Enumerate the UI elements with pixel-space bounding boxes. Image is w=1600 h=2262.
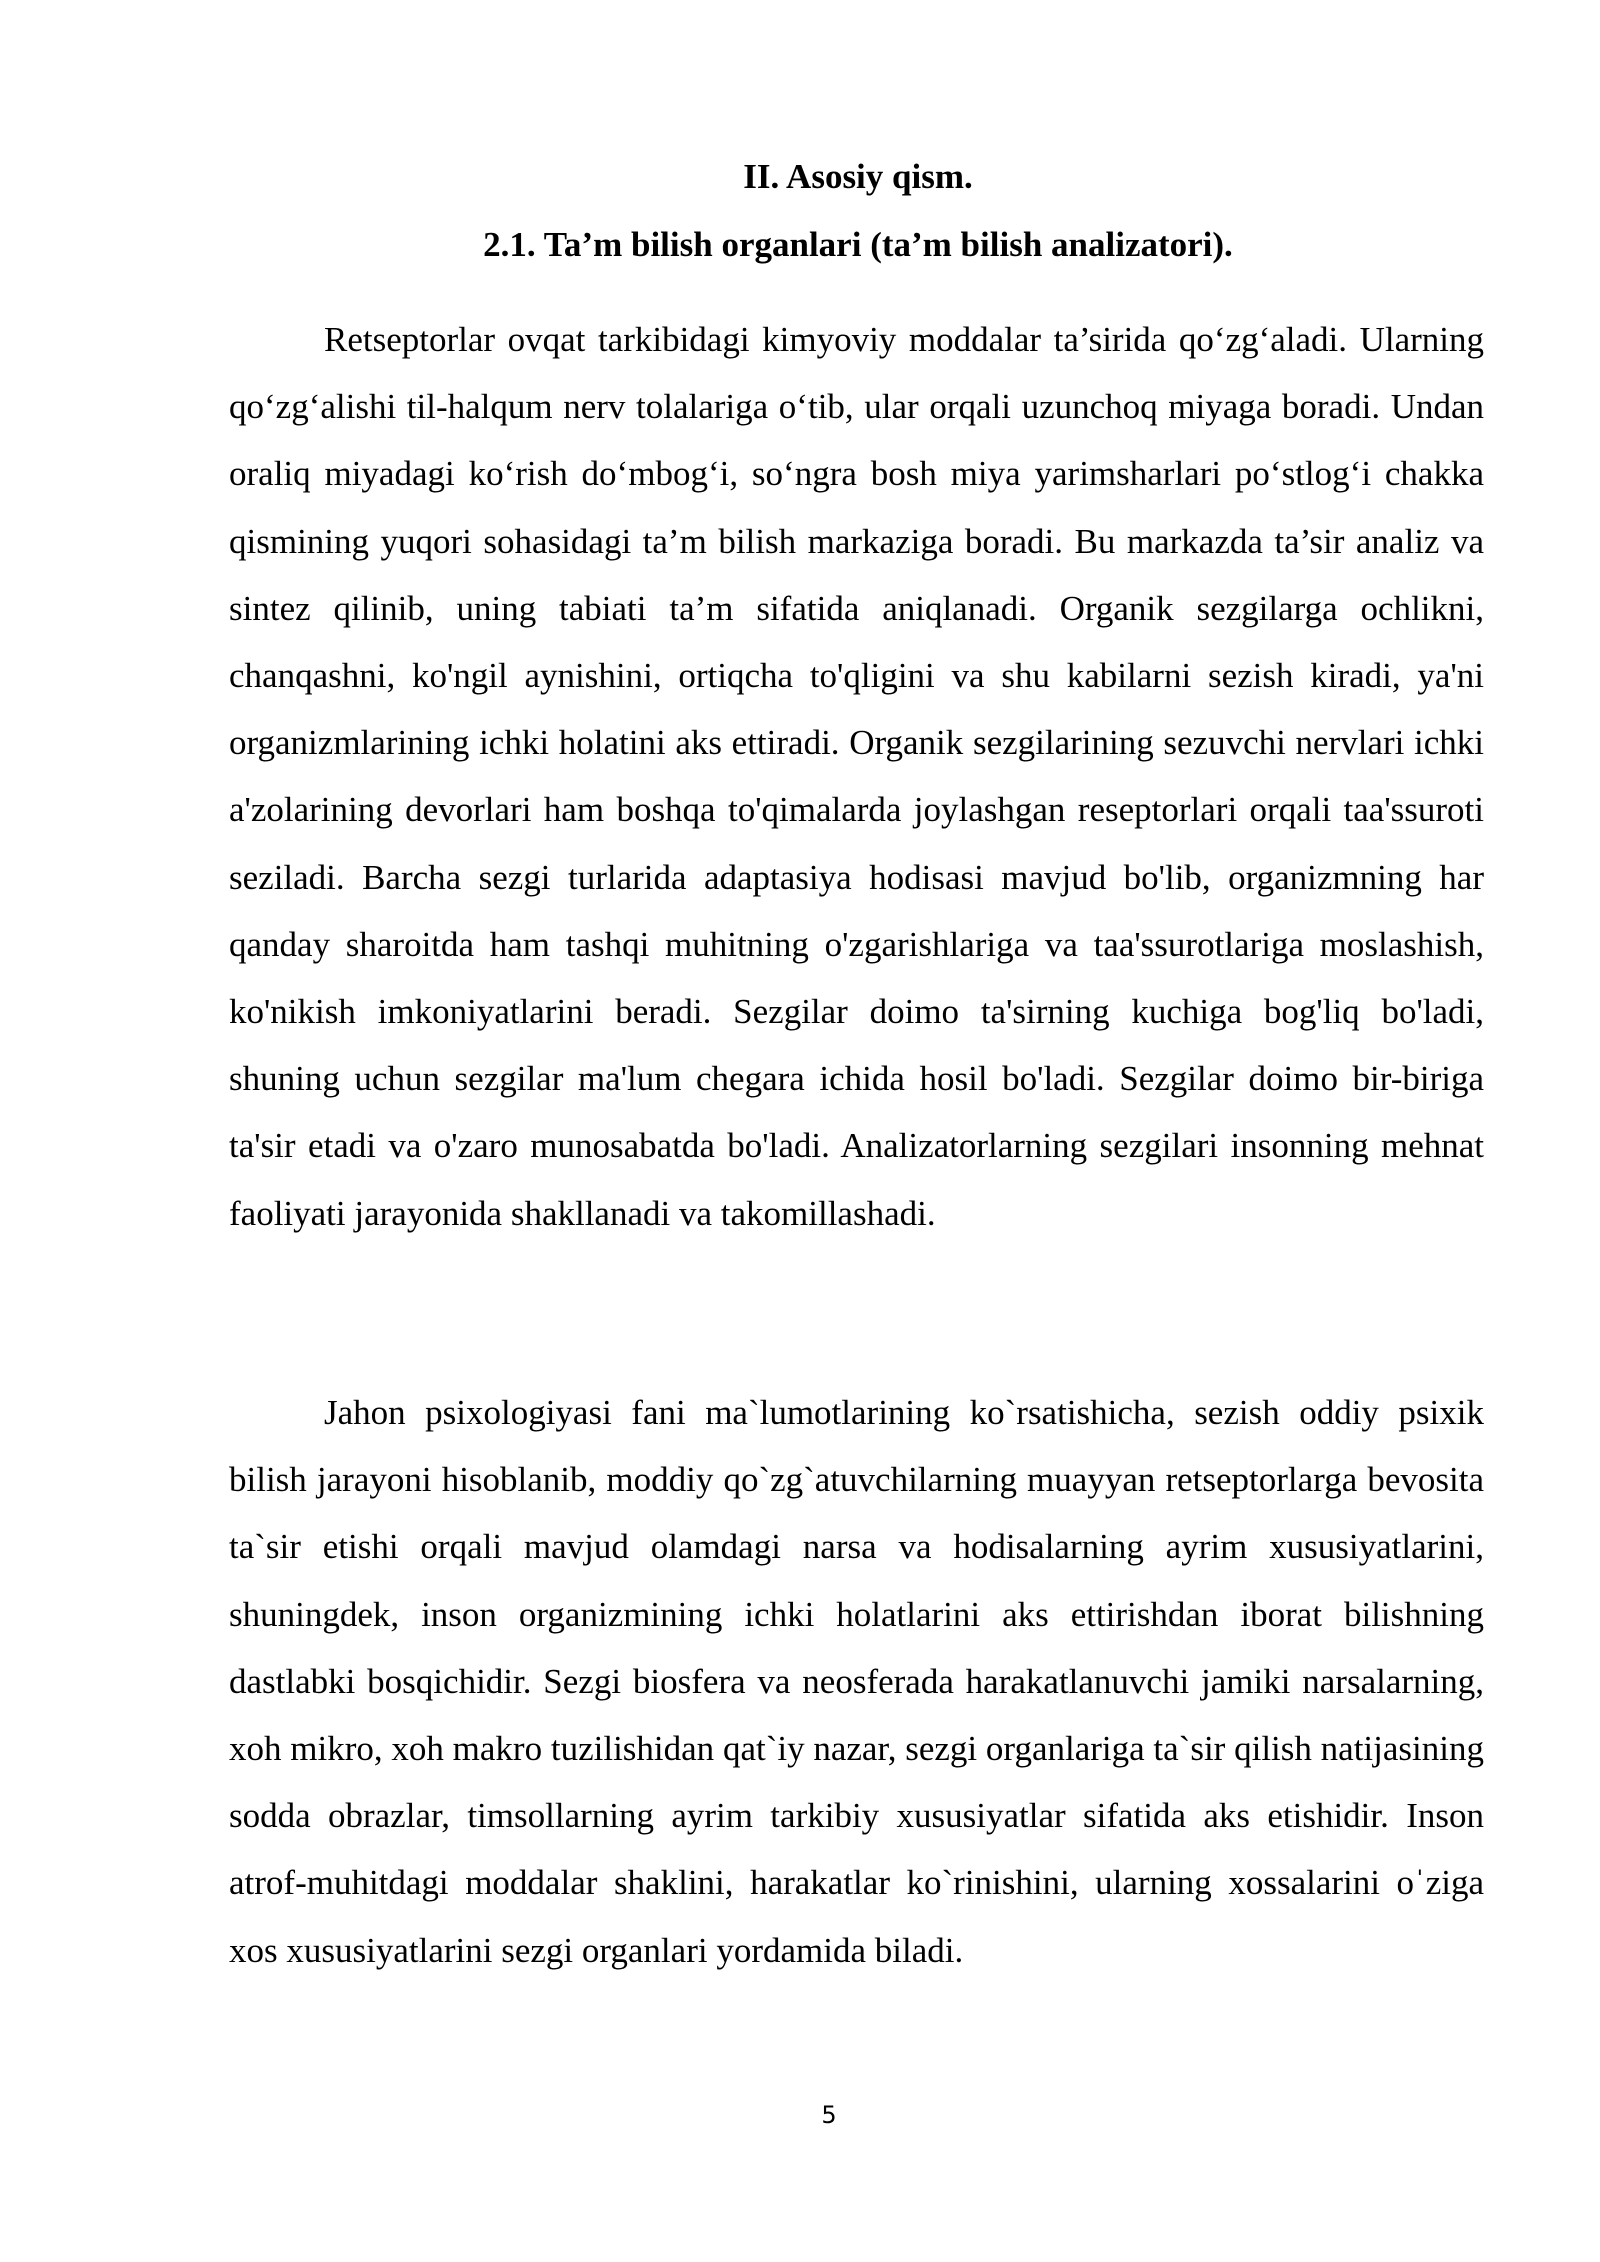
part-heading: II. Asosiy qism. [743,157,973,196]
body-paragraph-block-1 [229,306,1484,1247]
body-paragraph: Jahon psixologiyasi fani ma`lumotlarining ko`rsatishicha, sezish oddiy psixik bilish jarayoni hisoblanib, moddiy qo`zg`atuvchilarning muayyan retseptorlarga bevosita ta`sir etishi orqali mavjud olamdagi narsa va hodisalarning ayrim xususiyatlarini, shuningdek, inson organizmining ichki holatlarini aks ettirishdan iborat bilishning dastlabki bosqichidir. Sezgi biosfera va neosferada harakatlanuvchi jamiki narsalarning, xoh mikro, xoh makro tuzilishidan qat`iy nazar, sezgi organlariga ta`sir qilish natijasining sodda obrazlar, timsollarning ayrim tarkibiy xususiyatlar sifatida aks etishidir. Inson atrof-muhitdagi moddalar shaklini, harakatlar ko`rinishini, ularning xossalarini oˈziga xos xususiyatlarini sezgi organlari yordamida biladi. [229,1393,1484,1970]
section-heading: 2.1. Ta’m bilish organlari (ta’m bilish analizatori). [483,225,1233,264]
page-number: 5 [821,2101,837,2129]
body-paragraph-block-2 [229,1379,1484,1984]
body-paragraph: Retseptorlar ovqat tarkibidagi kimyoviy moddalar ta’sirida qo‘zg‘aladi. Ularning qo‘zg‘alishi til-halqum nerv tolalariga o‘tib, ular orqali uzunchoq miyaga boradi. Undan oraliq miyadagi ko‘rish do‘mbog‘i, so‘ngra bosh miya yarimsharlari po‘stlog‘i chakka qismining yuqori sohasidagi ta’m bilish markaziga boradi. Bu markazda ta’sir analiz va sintez qilinib, uning tabiati ta’m sifatida aniqlanadi. Organik sezgilarga ochlikni, chanqashni, ko'ngil aynishini, ortiqcha to'qligini va shu kabilarni sezish kiradi, ya'ni organizmlarining ichki holatini aks ettiradi. Organik sezgilarining sezuvchi nervlari ichki a'zolarining devorlari ham boshqa to'qimalarda joylashgan reseptorlari orqali taa'ssuroti seziladi. Barcha sezgi turlarida adaptasiya hodisasi mavjud bo'lib, organizmning har qanday sharoitda ham tashqi muhitning o'zgarishlariga va taa'ssurotlariga moslashish, ko'nikish imkoniyatlarini beradi. Sezgilar doimo ta'sirning kuchiga bog'liq bo'ladi, shuning uchun sezgilar ma'lum chegara ichida hosil bo'ladi. Sezgilar doimo bir-biriga ta'sir etadi va o'zaro munosabatda bo'ladi. Analizatorlarning sezgilari insonning mehnat faoliyati jarayonida shakllanadi va takomillashadi. [229,320,1484,1233]
